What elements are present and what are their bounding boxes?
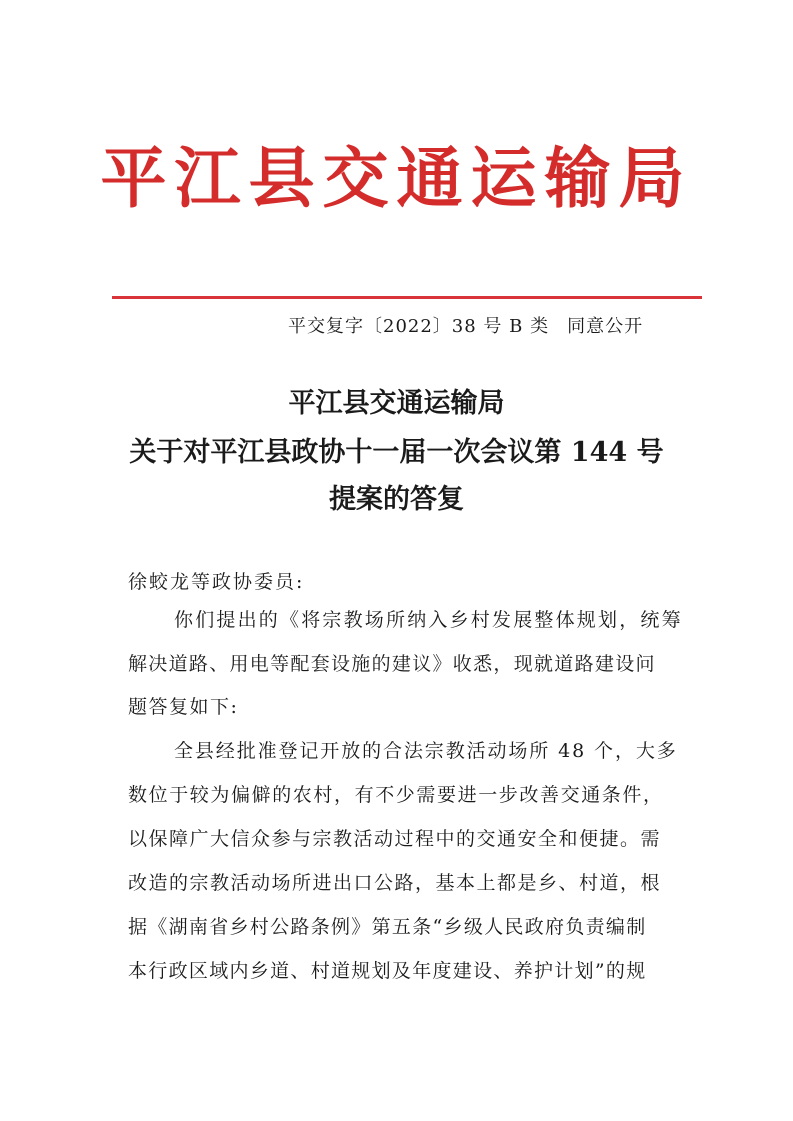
body-line: 你们提出的《将宗教场所纳入乡村发展整体规划，统筹 — [174, 609, 683, 631]
red-divider — [112, 296, 702, 299]
body-line: 解决道路、用电等配套设施的建议》收悉，现就道路建设问 — [128, 653, 656, 675]
body-line: 以保障广大信众参与宗教活动过程中的交通安全和便捷。需 — [128, 828, 662, 850]
title-line-3: 提案的答复 — [329, 484, 464, 515]
body-line: 题答复如下: — [128, 696, 239, 718]
body-line: 数位于较为偏僻的农村，有不少需要进一步改善交通条件， — [128, 784, 664, 806]
body-line: 全县经批准登记开放的合法宗教活动场所 48 个，大多 — [174, 740, 678, 762]
body-line: 改造的宗教活动场所进出口公路，基本上都是乡、村道，根 — [128, 872, 662, 894]
document-number: 平交复字〔2022〕38 号 B 类 — [288, 316, 550, 337]
org-letterhead: 平江县交通运输局 — [100, 139, 693, 217]
disclosure-status: 同意公开 — [567, 316, 644, 337]
body-line: 本行政区域内乡道、村道规划及年度建设、养护计划”的规 — [128, 960, 647, 982]
document-number-line — [288, 312, 643, 338]
body-line: 据《湖南省乡村公路条例》第五条“乡级人民政府负责编制 — [128, 916, 647, 938]
title-line-1: 平江县交通运输局 — [288, 388, 505, 419]
salutation: 徐蛟龙等政协委员: — [128, 571, 305, 593]
title-line-2: 关于对平江县政协十一届一次会议第 144 号 — [129, 437, 664, 468]
